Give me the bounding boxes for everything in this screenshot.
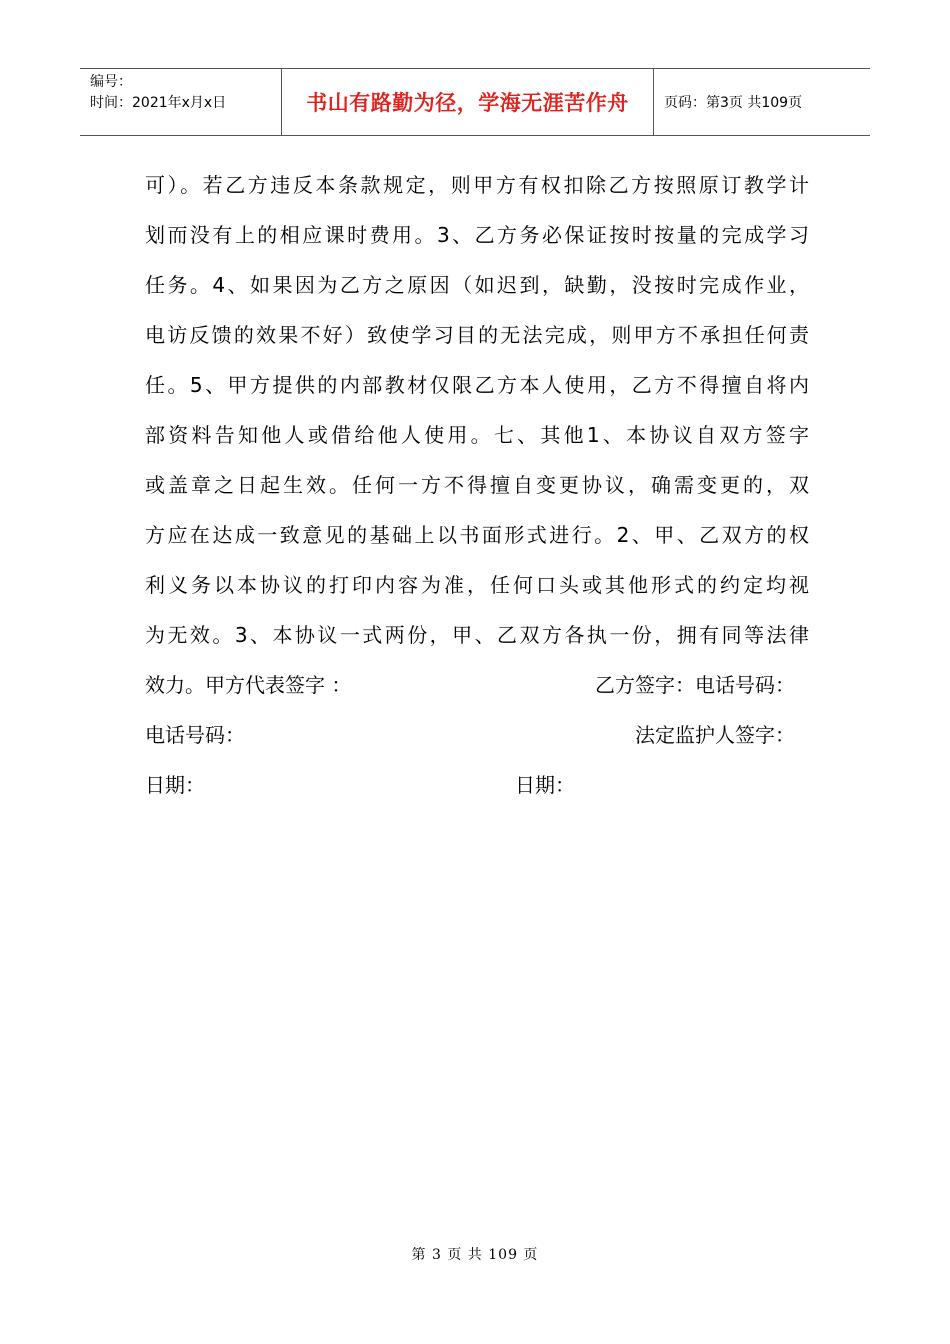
header-motto: 书山有路勤为径，学海无涯苦作舟 <box>282 69 654 135</box>
body-line: 利义务以本协议的打印内容为准，任何口头或其他形式的约定均视 <box>145 573 809 597</box>
page-footer: 第 3 页 共 109 页 <box>411 1247 539 1263</box>
body-line: 电访反馈的效果不好）致使学习目的无法完成，则甲方不承担任何责 <box>145 323 809 347</box>
body-line: 方应在达成一致意见的基础上以书面形式进行。2、甲、乙双方的权 <box>145 523 809 547</box>
party-a-phone-label: 电话号码： <box>145 723 245 747</box>
header-page-info: 页码：第3页 共109页 <box>664 95 803 111</box>
header-meta <box>80 69 282 135</box>
party-a-signature-label: 效力。甲方代表签字 ： <box>145 673 352 697</box>
guardian-signature-label: 法定监护人签字： <box>635 723 795 747</box>
body-line: 可）。若乙方违反本条款规定，则甲方有权扣除乙方按照原订教学计 <box>145 173 809 197</box>
body-line: 部资料告知他人或借给他人使用。七、其他1、本协议自双方签字 <box>145 423 809 447</box>
agreement-body <box>145 160 809 660</box>
page-header <box>80 68 870 136</box>
party-b-date-label: 日期： <box>515 773 575 797</box>
body-line: 为无效。3、本协议一式两份，甲、乙双方各执一份，拥有同等法律 <box>145 623 809 647</box>
document-date: 时间：2021年x月x日 <box>90 95 227 111</box>
signature-row-1 <box>145 660 809 710</box>
party-a-date-label: 日期： <box>145 773 205 797</box>
document-number-label: 编号： <box>90 74 132 90</box>
body-line: 任。5、甲方提供的内部教材仅限乙方本人使用，乙方不得擅自将内 <box>145 373 809 397</box>
signature-row-3 <box>145 760 809 810</box>
body-line: 或盖章之日起生效。任何一方不得擅自变更协议，确需变更的，双 <box>145 473 809 497</box>
body-line: 划而没有上的相应课时费用。3、乙方务必保证按时按量的完成学习 <box>145 223 809 247</box>
body-line: 任务。4、如果因为乙方之原因（如迟到，缺勤，没按时完成作业， <box>145 273 809 297</box>
party-b-signature-label: 乙方签字：电话号码： <box>595 673 795 697</box>
signature-row-2 <box>145 710 809 760</box>
